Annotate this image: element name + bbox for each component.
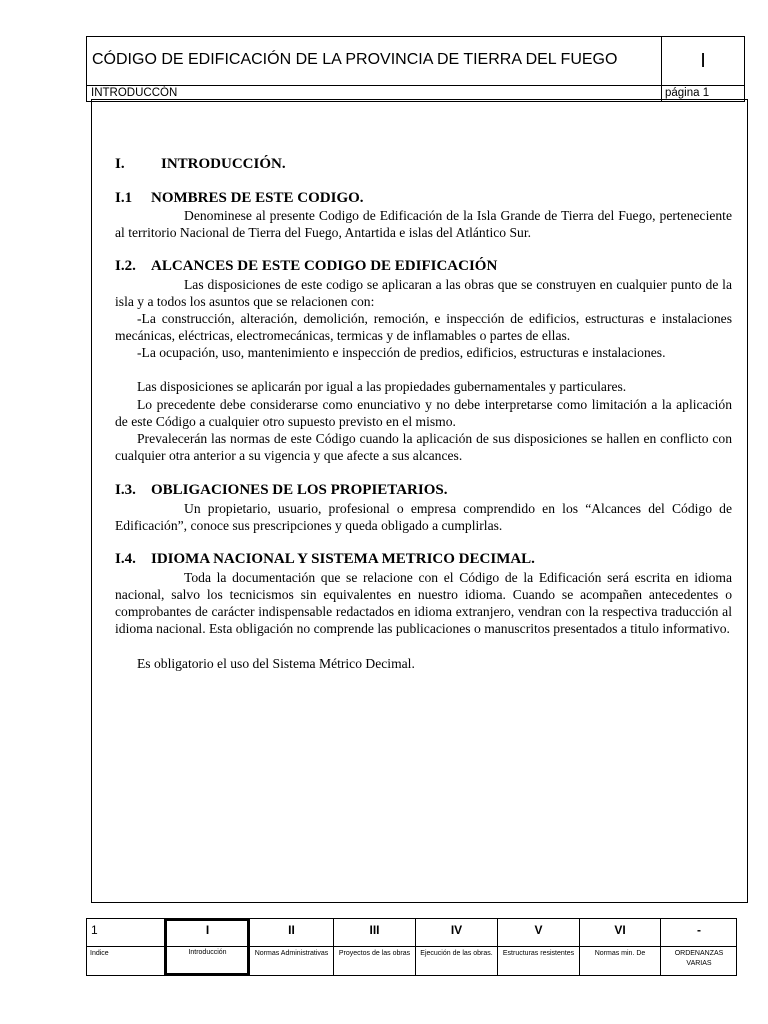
heading-number: I.1: [115, 190, 133, 206]
paragraph-alcances-propiedades: Las disposiciones se aplicarán por igual a las propiedades gubernamentales y particulares.: [137, 379, 627, 394]
heading-title: OBLIGACIONES DE LOS PROPIETARIOS.: [151, 482, 448, 498]
nav-label: Estructuras resistentes: [502, 950, 575, 957]
paragraph-alcances-enunciativo: Lo precedente debe considerarse como enunciativo y no debe interpretarse como limitación a la aplicación de este Código a cualquier otro supuesto previsto en el mismo.: [115, 397, 732, 430]
nav-ordenanzas[interactable]: [661, 918, 737, 976]
nav-label: ORDENANZAS VARIAS: [674, 950, 724, 967]
nav-number: I: [205, 923, 210, 937]
nav-label: Normas min. De: [594, 950, 646, 957]
nav-active-indicator: [164, 918, 250, 976]
nav-number: VI: [614, 923, 626, 937]
heading-number: I.: [115, 156, 125, 172]
nav-normas-minimas[interactable]: [580, 918, 661, 976]
document-title: CÓDIGO DE EDIFICACIÓN DE LA PROVINCIA DE TIERRA DEL FUEGO: [92, 51, 618, 68]
heading-nombres: [115, 190, 364, 207]
heading-title: NOMBRES DE ESTE CODIGO.: [151, 190, 364, 206]
page-number: página 1: [665, 87, 710, 99]
nav-label: Indice: [90, 950, 109, 957]
nav-ejecucion[interactable]: [416, 918, 498, 976]
paragraph-alcances-prevalencia: Prevalecerán las normas de este Código cuando la aplicación de sus disposiciones se hallen en conflicto con cualquier otra anterior a su vigencia y que afecte a sus alcances.: [115, 431, 732, 464]
heading-title: INTRODUCCIÓN.: [161, 156, 286, 172]
heading-number: I.4.: [115, 551, 136, 567]
chapter-number: I: [700, 50, 706, 72]
section-name: INTRODUCCÓN: [91, 87, 178, 99]
nav-number: II: [288, 923, 295, 937]
paragraph-alcances-intro: Las disposiciones de este codigo se aplicaran a las obras que se construyen en cualquier punto de la isla y a todos los asuntos que se relacionen con:: [115, 277, 732, 310]
nav-number: IV: [450, 923, 463, 937]
paragraph-alcances-construccion: -La construcción, alteración, demolición, remoción, e inspección de edificios, estructuras e instalaciones mecánicas, eléctricas, electromecánicas, termicas y de inflamables o partes de ellas.: [115, 311, 732, 344]
heading-alcances: [115, 258, 498, 275]
heading-title: IDIOMA NACIONAL Y SISTEMA METRICO DECIMAL.: [151, 551, 535, 567]
heading-number: I.2.: [115, 258, 136, 274]
nav-label: Proyectos de las obras: [338, 950, 411, 957]
heading-idioma: [115, 551, 535, 568]
nav-number: III: [369, 923, 380, 937]
paragraph-obligaciones: Un propietario, usuario, profesional o empresa comprendido en los “Alcances del Código de Edificación”, conoce sus prescripciones y queda obligado a cumplirlas.: [115, 501, 732, 534]
nav-estructuras[interactable]: [498, 918, 580, 976]
nav-label: Ejecución de las obras.: [420, 950, 493, 957]
paragraph-alcances-ocupacion: -La ocupación, uso, mantenimiento e inspección de predios, edificios, estructuras e instalaciones.: [137, 345, 666, 360]
heading-obligaciones: [115, 482, 448, 499]
paragraph-sistema-metrico: Es obligatorio el uso del Sistema Métrico Decimal.: [137, 656, 415, 671]
paragraph-nombres: Denominese al presente Codigo de Edificación de la Isla Grande de Tierra del Fuego, perteneciente al territorio Nacional de Tierra del Fuego, Antartida e islas del Atlántico Sur.: [115, 208, 732, 241]
nav-number: V: [534, 923, 543, 937]
nav-number: 1: [91, 923, 98, 937]
paragraph-idioma: Toda la documentación que se relacione con el Código de la Edificación será escrita en idioma nacional, salvo los tecnicismos sin equivalentes en nuestro idioma. Cuando se acompañen antecedentes o comprobantes de carácter indispensable redactados en idioma extranjero, vendran con la respectiva traducción al idioma nacional. Esta obligación no comprende las publicaciones o manuscritos presentados a titulo informativo.: [115, 570, 732, 637]
nav-proyectos[interactable]: [334, 918, 416, 976]
heading-number: I.3.: [115, 482, 136, 498]
nav-label: Introducción: [188, 949, 227, 956]
heading-introduccion: [115, 156, 286, 173]
nav-number: -: [697, 923, 701, 937]
nav-normas-administrativas[interactable]: [250, 918, 334, 976]
nav-indice[interactable]: [86, 918, 165, 976]
heading-title: ALCANCES DE ESTE CODIGO DE EDIFICACIÓN: [151, 258, 498, 274]
nav-label: Normas Administrativas: [254, 950, 329, 957]
